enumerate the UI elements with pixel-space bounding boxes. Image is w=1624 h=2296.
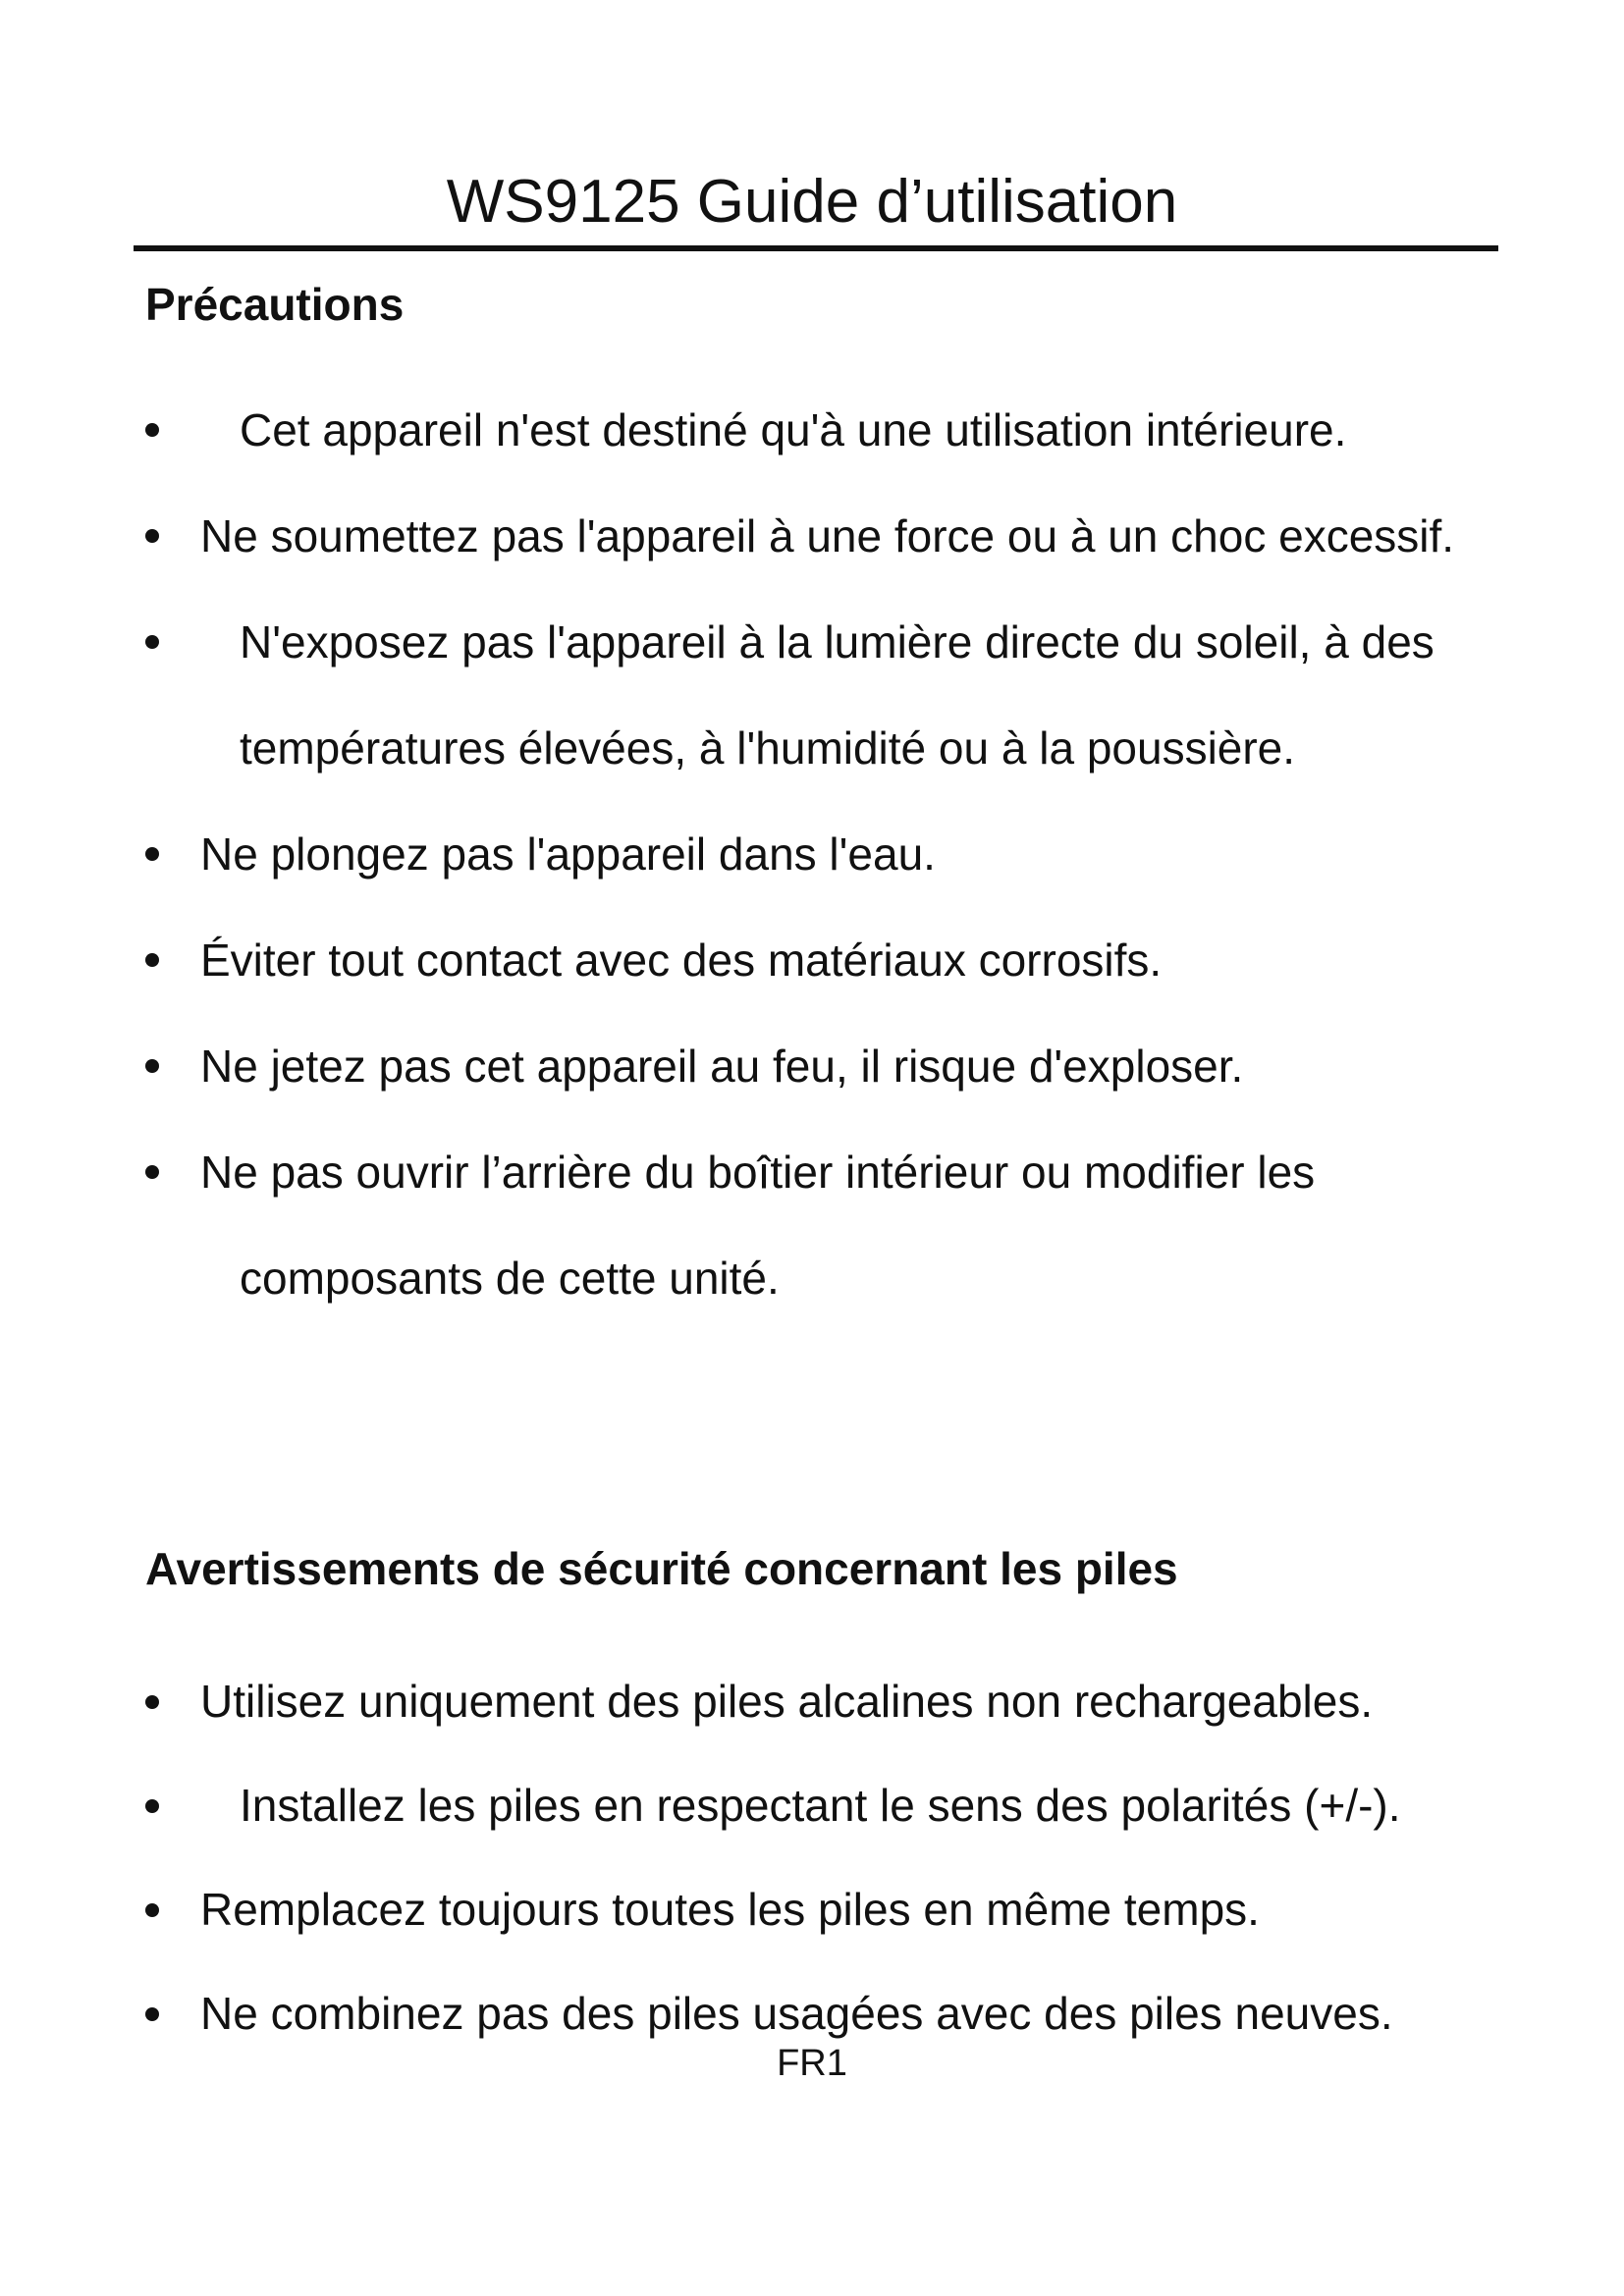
bullet-icon <box>145 1903 159 1917</box>
list-item <box>137 377 1532 483</box>
list-item-text: Ne plongez pas l'appareil dans l'eau. <box>200 828 936 880</box>
list-item <box>137 1119 1532 1331</box>
list-item <box>137 801 1532 907</box>
list-item-text: N'exposez pas l'appareil à la lumière directe du soleil, à des températures élevées, à l'humidité ou à la poussière. <box>240 616 1435 774</box>
bullet-icon <box>145 1695 159 1709</box>
list-item-text: Éviter tout contact avec des matériaux corrosifs. <box>200 934 1163 986</box>
bullet-icon <box>145 529 159 543</box>
section-heading-battery-warnings: Avertissements de sécurité concernant les piles <box>145 1543 1178 1594</box>
list-item <box>137 907 1532 1013</box>
bullet-icon <box>145 1059 159 1073</box>
battery-warnings-list <box>137 1649 1532 2065</box>
list-item <box>137 1753 1532 1857</box>
list-item-text: Ne jetez pas cet appareil au feu, il risque d'exploser. <box>200 1041 1244 1092</box>
page-title: WS9125 Guide d’utilisation <box>446 168 1178 236</box>
list-item-text: Ne combinez pas des piles usagées avec des piles neuves. <box>200 1988 1393 2039</box>
list-item <box>137 589 1532 801</box>
page-number: FR1 <box>777 2043 847 2084</box>
precautions-list <box>137 377 1532 1331</box>
list-item-text: Installez les piles en respectant le sens des polarités (+/-). <box>240 1780 1401 1831</box>
list-item-text: Ne soumettez pas l'appareil à une force ou à un choc excessif. <box>200 510 1455 561</box>
bullet-icon <box>145 423 159 437</box>
bullet-icon <box>145 1165 159 1179</box>
section-heading-precautions: Précautions <box>145 279 405 330</box>
bullet-icon <box>145 953 159 967</box>
list-item-text: Cet appareil n'est destiné qu'à une utilisation intérieure. <box>240 404 1347 455</box>
bullet-icon <box>145 1799 159 1813</box>
list-item <box>137 1857 1532 1961</box>
list-item <box>137 1013 1532 1119</box>
bullet-icon <box>145 635 159 649</box>
bullet-icon <box>145 847 159 861</box>
list-item-text: Ne pas ouvrir l’arrière du boîtier intérieur ou modifier les composants de cette unité. <box>200 1147 1316 1304</box>
list-item <box>137 483 1532 589</box>
list-item-text: Utilisez uniquement des piles alcalines non rechargeables. <box>200 1676 1374 1727</box>
bullet-icon <box>145 2007 159 2021</box>
list-item <box>137 1649 1532 1753</box>
title-divider <box>134 245 1498 251</box>
list-item-text: Remplacez toujours toutes les piles en même temps. <box>200 1884 1260 1935</box>
